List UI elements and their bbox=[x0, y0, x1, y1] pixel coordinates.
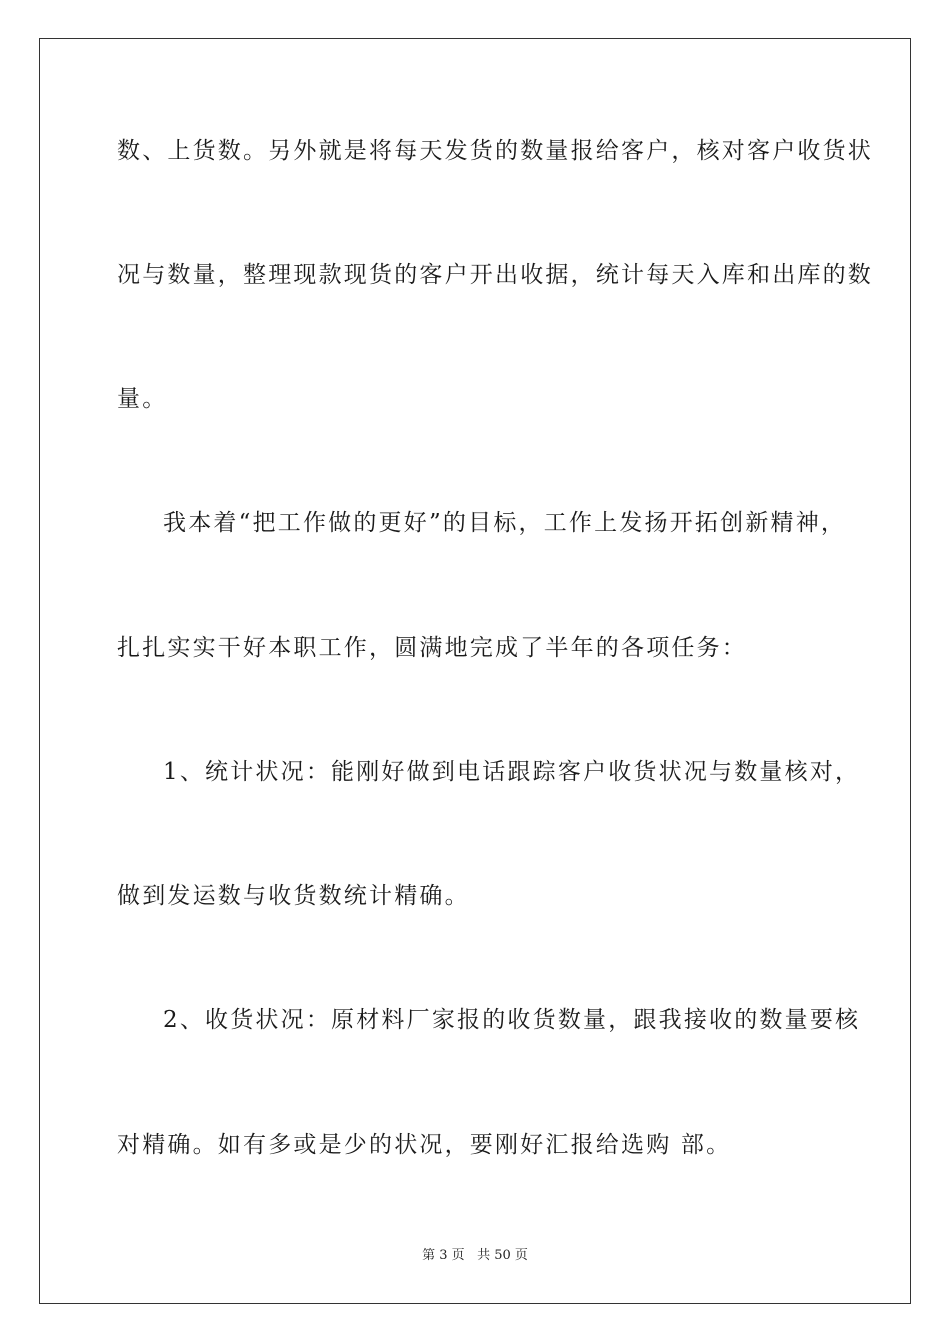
page-border bbox=[39, 38, 911, 1304]
page-number: 第 3 页 bbox=[422, 1248, 465, 1263]
body-line-3: 量。 bbox=[117, 386, 168, 412]
body-line-5: 扎扎实实干好本职工作，圆满地完成了半年的各项任务： bbox=[117, 635, 747, 661]
body-line-8: 2、收货状况：原材料厂家报的收货数量，跟我接收的数量要核 bbox=[163, 1007, 861, 1033]
body-line-6: 1、统计状况：能刚好做到电话跟踪客户收货状况与数量核对， bbox=[163, 759, 861, 785]
body-line-1: 数、上货数。另外就是将每天发货的数量报给客户，核对客户收货状 bbox=[117, 138, 873, 164]
page-total: 共 50 页 bbox=[477, 1248, 528, 1263]
body-line-7: 做到发运数与收货数统计精确。 bbox=[117, 883, 470, 909]
body-line-4: 我本着“把工作做的更好”的目标，工作上发扬开拓创新精神， bbox=[163, 510, 847, 536]
body-line-2: 况与数量，整理现款现货的客户开出收据，统计每天入库和出库的数 bbox=[117, 262, 873, 288]
body-line-9: 对精确。如有多或是少的状况，要刚好汇报给选购 部。 bbox=[117, 1132, 732, 1158]
page-footer bbox=[0, 1247, 950, 1265]
